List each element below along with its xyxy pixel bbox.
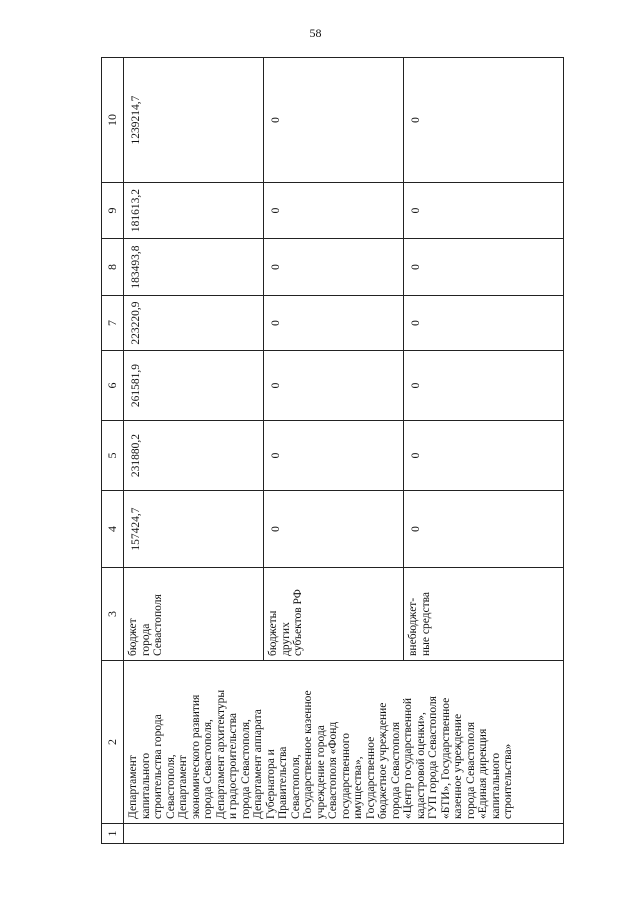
page-number: 58 bbox=[309, 26, 322, 40]
executor-line: Севастополя, bbox=[289, 754, 302, 819]
executor-line: Департамент bbox=[127, 755, 139, 819]
executor-line: казенное учреждение bbox=[452, 713, 464, 819]
funding-source-line: бюджеты bbox=[267, 610, 279, 656]
executor-line: «Единая дирекция bbox=[477, 728, 489, 819]
executor-line: экономического развития bbox=[189, 694, 202, 819]
table-row bbox=[124, 58, 264, 844]
executor-line: учреждение города bbox=[314, 725, 327, 819]
budget-table bbox=[101, 57, 564, 844]
header-cell: 5 bbox=[102, 421, 124, 491]
funding-source-line: города bbox=[139, 623, 152, 656]
executor-line: Севастополя «Фонд bbox=[327, 721, 339, 819]
header-cell: 8 bbox=[102, 239, 124, 296]
header-row bbox=[102, 58, 124, 844]
header-cell: 3 bbox=[102, 568, 124, 661]
executor-line: «БТИ», Государственное bbox=[439, 697, 452, 819]
executor-line: Правительства bbox=[277, 746, 289, 819]
executor-line: города Севастополя bbox=[464, 722, 477, 819]
executor-line: строительства» bbox=[502, 743, 514, 819]
funding-source-line: ные средства bbox=[419, 591, 432, 656]
cell-value: 0 bbox=[264, 491, 404, 568]
executor-line: Департамент bbox=[177, 755, 189, 819]
cell-value: 0 bbox=[404, 296, 564, 351]
cell-value: 1239214,7 bbox=[124, 58, 264, 183]
cell-value: 0 bbox=[264, 351, 404, 421]
executor-line: капитального bbox=[139, 752, 152, 819]
cell-value: 223220,9 bbox=[124, 296, 264, 351]
executor-line: ГУП города Севастополя bbox=[427, 696, 439, 819]
executor-line: имущества», bbox=[352, 756, 364, 819]
cell-executors bbox=[124, 661, 564, 824]
cell-value: 157424,7 bbox=[124, 491, 264, 568]
executor-line: государственного bbox=[339, 733, 352, 819]
executor-line: Департамент архитектуры bbox=[214, 689, 227, 819]
executor-line: города Севастополя, bbox=[202, 719, 214, 819]
header-cell: 10 bbox=[102, 58, 124, 183]
executor-line: «Центр государственной bbox=[402, 697, 414, 819]
cell-funding-source bbox=[264, 568, 404, 661]
executor-line: кадастровой оценки», bbox=[414, 712, 427, 819]
funding-source-line: внебюджет- bbox=[407, 597, 419, 656]
funding-source-line: других bbox=[279, 622, 292, 656]
executor-line: Департамент аппарата bbox=[252, 709, 264, 819]
executor-line: города Севастополя, bbox=[239, 719, 252, 819]
funding-source-label bbox=[127, 572, 165, 656]
cell-value: 0 bbox=[264, 296, 404, 351]
cell-value: 0 bbox=[264, 239, 404, 296]
cell-value: 261581,9 bbox=[124, 351, 264, 421]
cell-funding-source bbox=[404, 568, 564, 661]
cell-number bbox=[124, 824, 564, 844]
executor-line: Севастополя, bbox=[164, 754, 177, 819]
funding-source-line: Севастополя bbox=[152, 594, 164, 656]
cell-value: 183493,8 bbox=[124, 239, 264, 296]
cell-value: 0 bbox=[404, 58, 564, 183]
rotated-table-container bbox=[101, 58, 564, 844]
header-cell: 4 bbox=[102, 491, 124, 568]
cell-value: 181613,2 bbox=[124, 183, 264, 239]
executor-line: города Севастополя bbox=[389, 722, 402, 819]
cell-funding-source bbox=[124, 568, 264, 661]
header-cell: 1 bbox=[102, 824, 124, 844]
executor-line: Государственное казенное bbox=[302, 690, 314, 819]
cell-value: 0 bbox=[264, 183, 404, 239]
funding-source-line: субъектов РФ bbox=[292, 589, 304, 656]
cell-value: 0 bbox=[404, 421, 564, 491]
cell-value: 0 bbox=[404, 351, 564, 421]
executor-line: и градостроительства bbox=[227, 712, 239, 819]
header-cell: 6 bbox=[102, 351, 124, 421]
cell-value: 0 bbox=[404, 239, 564, 296]
header-cell: 9 bbox=[102, 183, 124, 239]
cell-value: 0 bbox=[264, 58, 404, 183]
cell-value: 0 bbox=[404, 183, 564, 239]
executor-line: Губернатора и bbox=[264, 749, 277, 819]
funding-source-label bbox=[407, 572, 432, 656]
executor-line: строительства города bbox=[152, 714, 164, 819]
header-cell: 2 bbox=[102, 661, 124, 824]
executor-line: бюджетное учреждение bbox=[377, 702, 389, 819]
executor-line: капитального bbox=[489, 752, 502, 819]
cell-value: 0 bbox=[404, 491, 564, 568]
cell-value: 0 bbox=[264, 421, 404, 491]
cell-value: 231880,2 bbox=[124, 421, 264, 491]
executor-line: Государственное bbox=[364, 736, 377, 819]
funding-source-label bbox=[267, 572, 305, 656]
executor-list bbox=[127, 665, 515, 819]
header-cell: 7 bbox=[102, 296, 124, 351]
funding-source-line: бюджет bbox=[127, 618, 139, 656]
